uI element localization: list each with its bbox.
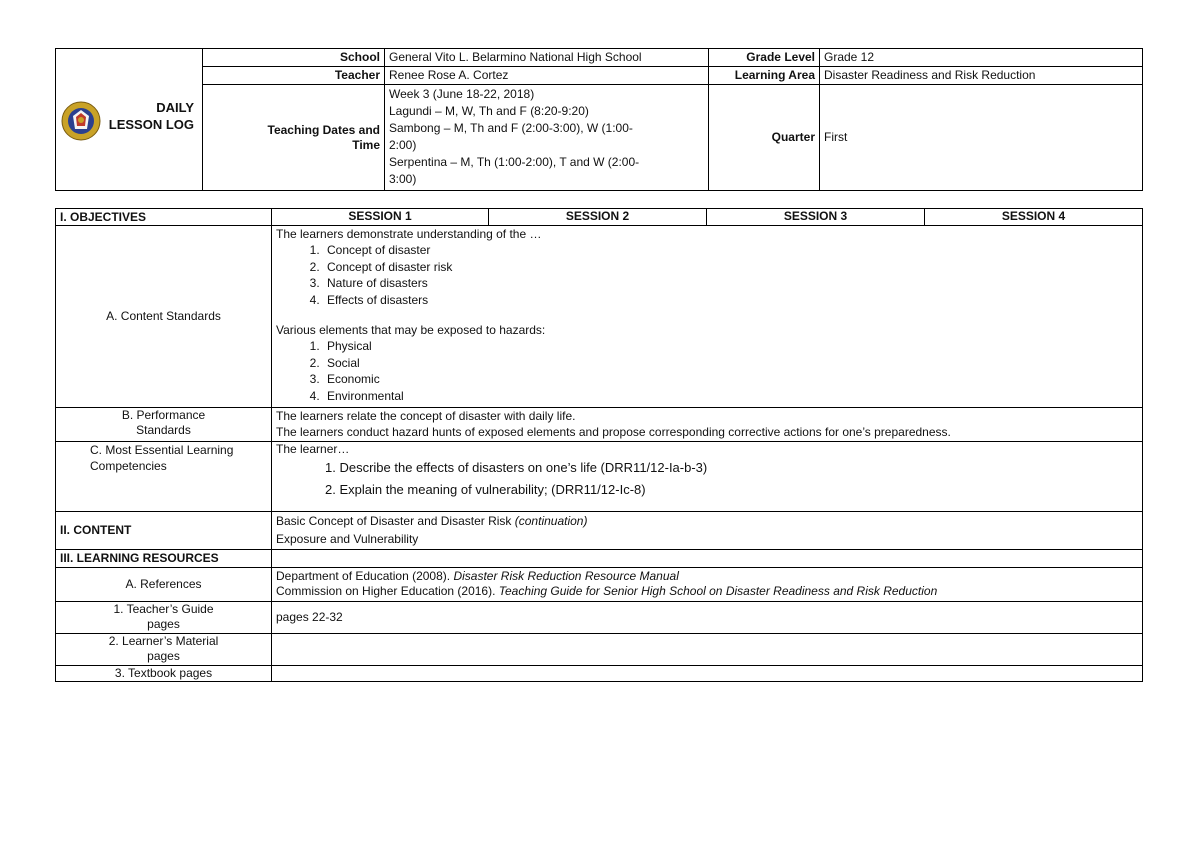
textbook-label: 3. Textbook pages: [56, 666, 272, 682]
textbook-row: [56, 666, 1143, 682]
deped-seal-icon: [61, 101, 101, 141]
list-item: 1. Physical: [323, 338, 1138, 354]
content-standards-row: [56, 226, 1143, 408]
school-label: School: [203, 49, 385, 67]
learning-area-label: Learning Area: [709, 67, 820, 85]
daily-lesson-log-title: DAILY LESSON LOG: [108, 100, 194, 132]
teachers-guide-label: 1. Teacher’s Guide pages: [56, 602, 272, 634]
header-table: [55, 48, 1143, 191]
competencies-row: [56, 442, 1143, 512]
content-standards-list: [276, 242, 1138, 308]
teacher-value: Renee Rose A. Cortez: [385, 67, 709, 85]
learners-material-label: 2. Learner’s Material pages: [56, 634, 272, 666]
list-item: 3. Nature of disasters: [323, 275, 1138, 291]
content-value: Basic Concept of Disaster and Disaster Risk (continuation) Exposure and Vulnerability: [272, 512, 1143, 550]
list-item: 4. Effects of disasters: [323, 292, 1138, 308]
content-row: [56, 512, 1143, 550]
exposed-elements-list: [276, 338, 1138, 404]
session-2-heading: SESSION 2: [489, 209, 707, 226]
quarter-value: First: [820, 85, 1143, 191]
teaching-dates-value: Week 3 (June 18-22, 2018) Lagundi – M, W, Th and F (8:20-9:20) Sambong – M, Th and F (2:00-3:00), W (1:00- 2:00) Serpentina – M, Th (1:00-2:00), T and W (2:00- 3:00): [385, 85, 709, 191]
teaching-dates-label: Teaching Dates and Time: [203, 85, 385, 191]
references-label: A. References: [56, 568, 272, 602]
performance-standards-row: [56, 408, 1143, 442]
performance-standards-label: B. Performance Standards: [56, 408, 272, 442]
content-standards-label: A. Content Standards: [56, 226, 272, 408]
logo-cell: [56, 49, 203, 191]
lesson-table: [55, 208, 1143, 682]
performance-standards-value: The learners relate the concept of disaster with daily life. The learners conduct hazard hunts of exposed elements and propose corresponding corrective actions for one’s preparedness.: [272, 408, 1143, 442]
grade-level-value: Grade 12: [820, 49, 1143, 67]
list-item: 4. Environmental: [323, 388, 1138, 404]
references-row: [56, 568, 1143, 602]
objectives-heading: I. OBJECTIVES: [56, 209, 272, 226]
references-value: Department of Education (2008). Disaster Risk Reduction Resource Manual Commission on Higher Education (2016). Teaching Guide for Senior High School on Disaster Readiness and Risk Reduction: [272, 568, 1143, 602]
competencies-label: C. Most Essential Learning Competencies: [56, 442, 272, 512]
objectives-header-row: [56, 209, 1143, 226]
competencies-value: The learner… 1. Describe the effects of disasters on one’s life (DRR11/12-Ia-b-3) 2. Explain the meaning of vulnerability; (DRR11/12-Ic-8): [272, 442, 1143, 512]
content-standards-value: The learners demonstrate understanding of the … 1. Concept of disaster 2. Concept of disaster risk 3. Nature of disasters 4. Effects of disasters Various elements that may be exposed to hazards: 1. Physical 2. Social 3. Economic 4. Environmental: [272, 226, 1143, 408]
session-1-heading: SESSION 1: [272, 209, 489, 226]
session-3-heading: SESSION 3: [707, 209, 925, 226]
competency-item: 1. Describe the effects of disasters on one’s life (DRR11/12-Ia-b-3): [325, 460, 708, 475]
content-heading: II. CONTENT: [56, 512, 272, 550]
learners-material-row: [56, 634, 1143, 666]
teachers-guide-row: [56, 602, 1143, 634]
grade-level-label: Grade Level: [709, 49, 820, 67]
teachers-guide-value: pages 22-32: [272, 602, 1143, 634]
competency-item: 2. Explain the meaning of vulnerability; (DRR11/12-Ic-8): [325, 482, 646, 497]
learning-resources-heading: III. LEARNING RESOURCES: [56, 550, 272, 568]
list-item: 3. Economic: [323, 371, 1138, 387]
learning-area-value: Disaster Readiness and Risk Reduction: [820, 67, 1143, 85]
learning-resources-row: [56, 550, 1143, 568]
session-4-heading: SESSION 4: [925, 209, 1143, 226]
list-item: 2. Concept of disaster risk: [323, 259, 1138, 275]
list-item: 1. Concept of disaster: [323, 242, 1138, 258]
list-item: 2. Social: [323, 355, 1138, 371]
school-value: General Vito L. Belarmino National High School: [385, 49, 709, 67]
quarter-label: Quarter: [709, 85, 820, 191]
teacher-label: Teacher: [203, 67, 385, 85]
